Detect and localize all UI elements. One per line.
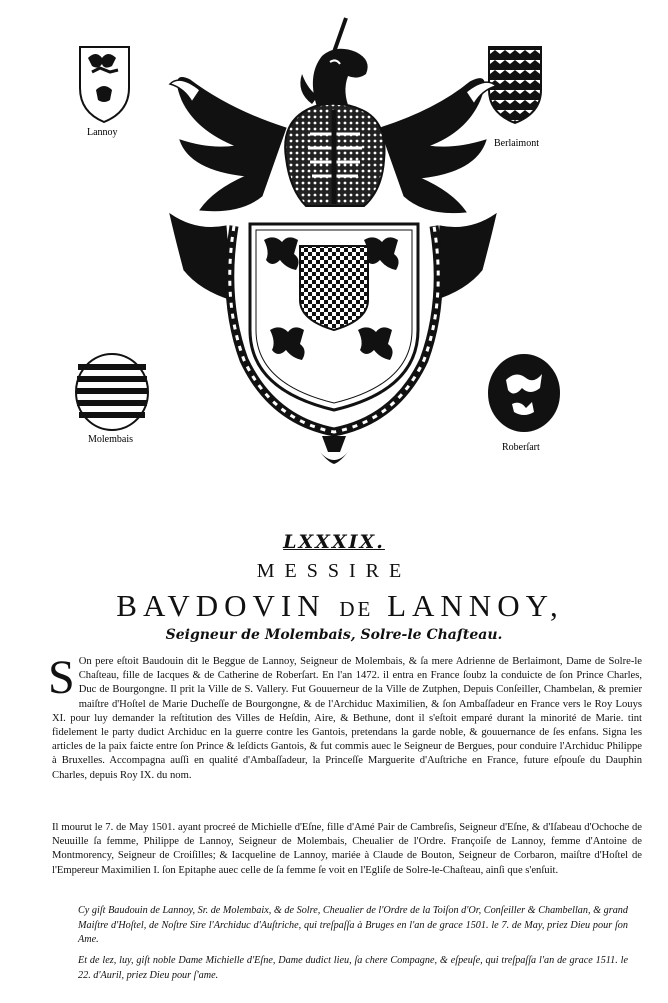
biography-paragraph-2: Il mourut le 7. de May 1501. ayant procreé de Michielle d'Eſne, fille d'Amé Pair de Cambreſis, Seigneur d'Eſne, & d'Iſabeau d'Ochoche de Neuuille ſa femme, Philippe de Lannoy, Seigneur de Molembais, Cheualier de l'Ordre. Françoiſe de Lannoy, femme d'Antoine de Montmorency, Seigneur de Croiſilles; & Iacqueline de Lannoy, mariée à Claude de Bouton, Seigneur de Corbaron, maiſtre d'Hoſtel de l'Empereur Maximilien I. ſon Epitaphe auec celle de ſa femme ſe voit en l'Egliſe de Solre-le-Chaſteau, ainſi que s'enſuit. [52, 822, 642, 876]
berlaimont-shield [489, 47, 541, 123]
epitaph-baudouin: Cy giſt Baudouin de Lannoy, Sr. de Molembaix, & de Solre, Cheualier de l'Ordre de la Toiſon d'Or, Conſeiller & Chambellan, & grand Maiſtre d'Hoſtel, de Noſtre Sire l'Archiduc d'Auſtriche, qui treſpaſſa à Bruges en l'an de grace 1501. le 7. de May, priez Dieu pour ſon Ame. [78, 905, 628, 945]
epitaph-michielle: Et de lez, luy, giſt noble Dame Michielle d'Eſne, Dame dudict lieu, ſa chere Compagne, & eſpeuſe, qui treſpaſſa l'an de grace 1511. le 22. d'Auril, priez Dieu pour ſ'ame. [78, 955, 628, 981]
label-berlaimont: Berlaimont [494, 138, 539, 149]
drop-cap: S [48, 651, 75, 704]
title-messire: MESSIRE [256, 560, 412, 582]
label-molembais: Molembais [88, 434, 133, 445]
subtitle: Seigneur de Molembais, Solre-le Chaſteau. [165, 627, 503, 643]
paragraph-1-text: On pere eſtoit Baudouin dit le Beggue de Lannoy, Seigneur de Molembais, & ſa mere Adrienne de Berlaimont, Dame de Solre-le Chaſteau, fille de Iacques & de Catherine de Roberſart. En l'an 1472. il entra en France ſoubz la conduicte de ſon Prince Charles, Duc de Bourgongne. Il prit la Ville de S. Vallery. Fut Gouuerneur de la Ville de Zutphen, Depuis Conſeiller, Chambelan, & premier maiſtre d'Hoſtel de Marie Ducheſſe de Bourgongne, & de l'Archiduc Maximilien, & ſon Ambaſſadeur en France vers le Roy Louys XI. pour luy demander la reſtitution des Villes de Heſdin, Aire, & Bethune, dont il s'eſtoit emparé durant la minorité de Marie. tint fidelement le party dudict Archiduc en la guerre contre les Gantois, pretendans la garde noble, & gouuernance de ſes enfans. Signa les articles de la paix faicte entre ſon Prince & leſdicts Gantois, & fut commis auec le Seigneur de Bergues, pour conduire l'Archiduc Philippe à Bruxelles. Accompagna auſſi en qualité d'Ambaſſadeur, la Princeſſe Marguerite d'Auſtriche en France, future eſpouſe du Dauphin Charles, depuis Roy IX. du nom. [52, 656, 642, 781]
label-robersart: Roberſart [502, 442, 540, 453]
lannoy-shield [80, 47, 129, 122]
helmet [285, 104, 384, 206]
title-name [40, 588, 640, 624]
molembais-shield [76, 354, 148, 430]
chapter-number: LXXXIX. [283, 531, 385, 553]
name-part1: BAVDOVIN [116, 588, 326, 623]
main-shield [250, 224, 418, 410]
name-part2: LANNOY, [387, 588, 564, 623]
name-de: DE [339, 597, 374, 621]
unicorn-crest [300, 18, 367, 110]
label-lannoy: Lannoy [87, 127, 118, 138]
robersart-shield [489, 355, 559, 431]
biography-paragraph-1 [48, 651, 642, 783]
